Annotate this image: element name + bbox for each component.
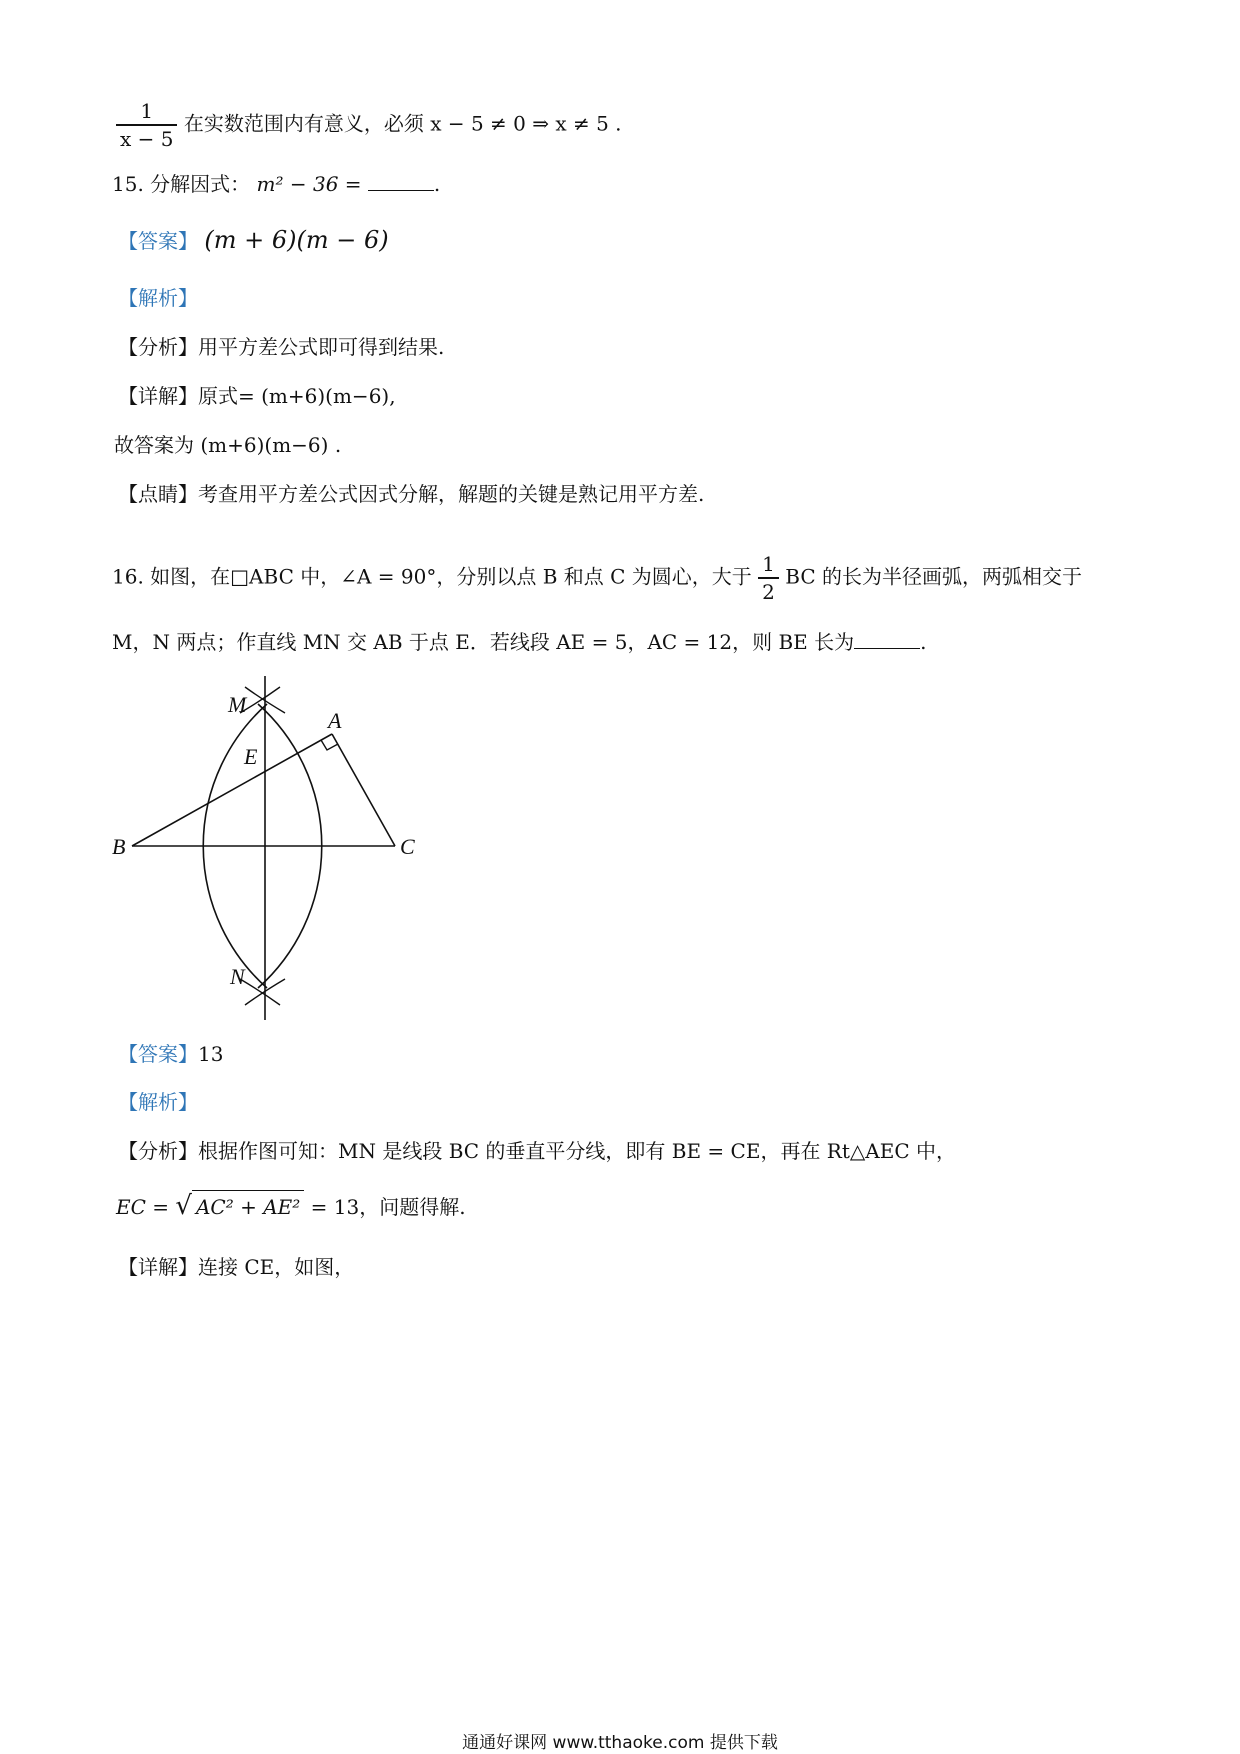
conclusion-text: 故答案为 (m+6)(m−6) . <box>114 433 342 457</box>
label-a: A <box>328 708 342 733</box>
q15-answer: (m + 6)(m − 6) <box>204 226 389 254</box>
intro-line <box>116 98 622 152</box>
q15-expression: m² − 36 = <box>256 172 362 196</box>
dianjing-text: 考查用平方差公式因式分解，解题的关键是熟记用平方差. <box>198 482 705 506</box>
q16-line2-end: . <box>920 630 927 654</box>
q15-conclusion <box>114 431 341 459</box>
question-15 <box>112 170 440 198</box>
label-m: M <box>228 692 247 717</box>
q16-line1-a: 16. 如图，在□ABC 中，∠A = 90°，分别以点 B 和点 C 为圆心，大于 <box>112 564 752 589</box>
q16-jiexi <box>118 1088 198 1116</box>
q15-fenxi <box>118 333 444 361</box>
arc-tick-n <box>240 979 280 1005</box>
ec-lhs: EC = <box>116 1195 170 1219</box>
dianjing-tag: 【点睛】 <box>118 482 198 506</box>
page-footer: 通通好课网 www.tthaoke.com 提供下载 <box>462 1733 778 1753</box>
q15-end: . <box>433 172 441 196</box>
segment-ba <box>132 734 332 846</box>
intro-text: 在实数范围内有意义，必须 x − 5 ≠ 0 ⇒ x ≠ 5 . <box>183 111 622 136</box>
sqrt-expression <box>175 1190 304 1221</box>
q16-answer-row <box>118 1040 223 1068</box>
q15-answer-blank <box>368 172 434 191</box>
label-e: E <box>244 744 258 769</box>
label-b: B <box>112 834 126 859</box>
q16-fenxi-text: 根据作图可知：MN 是线段 BC 的垂直平分线，即有 BE = CE，再在 Rt△AEC 中， <box>198 1139 956 1163</box>
fenxi-tag: 【分析】 <box>118 335 198 359</box>
xiangjie-text: 原式= (m+6)(m−6), <box>198 384 396 408</box>
q16-answer-blank <box>854 630 920 649</box>
q16-xiangjie <box>118 1253 354 1281</box>
q15-prompt: 15. 分解因式： <box>112 172 251 196</box>
jiexi-tag: 【解析】 <box>118 286 198 310</box>
segment-ac <box>332 734 395 846</box>
geometry-figure <box>100 670 440 1030</box>
q15-jiexi <box>118 284 198 312</box>
q16-answer: 13 <box>198 1042 224 1066</box>
q16-xiangjie-tag: 【详解】 <box>118 1255 198 1279</box>
sqrt-radicand: AC² + AE² <box>192 1190 304 1221</box>
question-16-line2 <box>112 628 926 656</box>
sqrt-sign-icon: √ <box>175 1191 192 1221</box>
label-n: N <box>230 964 245 989</box>
xiangjie-tag: 【详解】 <box>118 384 198 408</box>
q16-ec-formula <box>116 1190 466 1221</box>
q15-xiangjie <box>118 382 396 410</box>
answer-tag: 【答案】 <box>118 229 198 253</box>
q16-jiexi-tag: 【解析】 <box>118 1090 198 1114</box>
fraction-numerator: 1 <box>140 99 154 123</box>
fenxi-text: 用平方差公式即可得到结果. <box>198 335 445 359</box>
half-numerator: 1 <box>762 552 775 576</box>
question-16-line1 <box>112 551 1082 605</box>
half-fraction <box>758 551 779 605</box>
q16-fenxi-tag: 【分析】 <box>118 1139 198 1163</box>
ec-rhs: = 13，问题得解. <box>310 1195 466 1219</box>
q15-answer-row <box>118 226 389 255</box>
q16-line2: M，N 两点；作直线 MN 交 AB 于点 E．若线段 AE = 5，AC = 12，则 BE 长为 <box>112 630 855 654</box>
half-denominator: 2 <box>758 577 779 605</box>
q15-dianjing <box>118 480 704 508</box>
q16-fenxi <box>118 1137 956 1165</box>
label-c: C <box>400 834 415 859</box>
q16-line1-b: BC 的长为半径画弧，两弧相交于 <box>785 564 1082 589</box>
fraction-denominator: x − 5 <box>116 124 177 152</box>
q16-answer-tag: 【答案】 <box>118 1042 198 1066</box>
fraction <box>116 98 177 152</box>
q16-xiangjie-text: 连接 CE，如图， <box>198 1255 355 1279</box>
